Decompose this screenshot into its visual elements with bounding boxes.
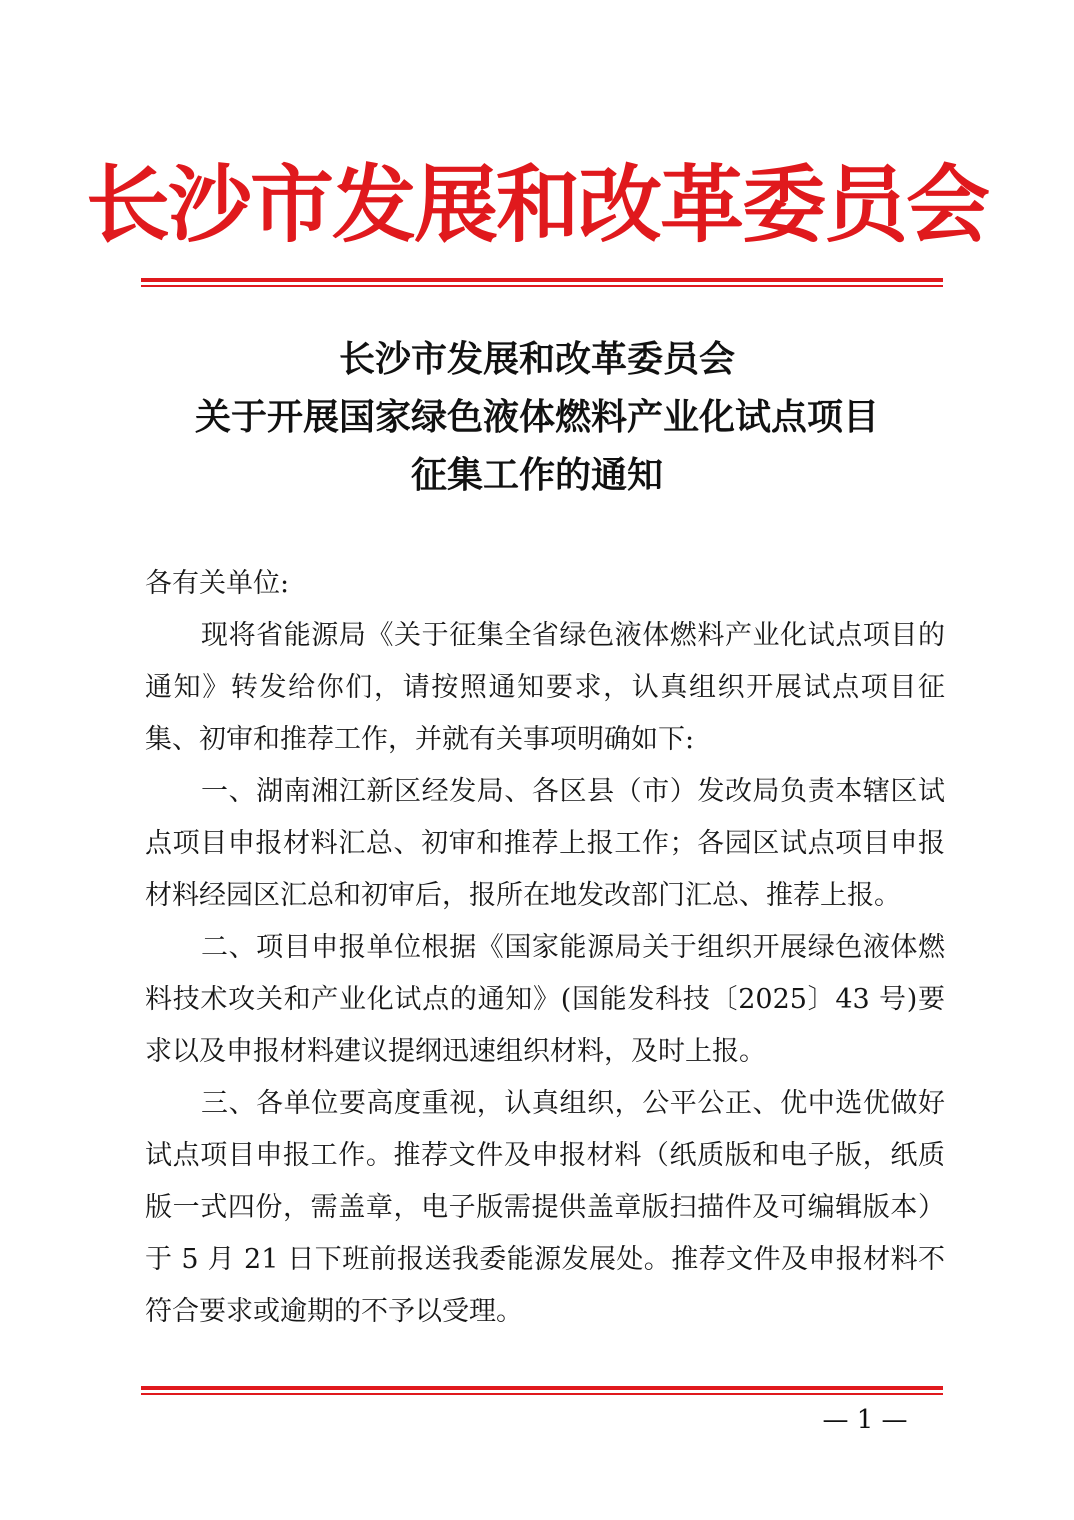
document-body — [145, 558, 945, 1338]
title-line-2: 关于开展国家绿色液体燃料产业化试点项目 — [194, 396, 879, 438]
title-line-3: 征集工作的通知 — [410, 454, 663, 496]
masthead-title: 长沙市发展和改革委员会 — [85, 155, 988, 254]
item-2-paragraph: 二、项目申报单位根据《国家能源局关于组织开展绿色液体燃料技术攻关和产业化试点的通知》(国能发科技〔2025〕43 号)要求以及申报材料建议提纲迅速组织材料，及时上报。 — [145, 932, 945, 1067]
intro-paragraph: 现将省能源局《关于征集全省绿色液体燃料产业化试点项目的通知》转发给你们，请按照通知要求，认真组织开展试点项目征集、初审和推荐工作，并就有关事项明确如下: — [145, 620, 945, 755]
header-divider — [141, 278, 943, 287]
footer-divider — [141, 1386, 943, 1395]
page-number: — 1 — — [822, 1405, 908, 1435]
document-title — [120, 330, 954, 504]
salutation: 各有关单位: — [145, 568, 290, 599]
item-3-paragraph: 三、各单位要高度重视，认真组织，公平公正、优中选优做好试点项目申报工作。推荐文件及申报材料（纸质版和电子版，纸质版一式四份，需盖章，电子版需提供盖章版扫描件及可编辑版本）于 5 月 21 日下班前报送我委能源发展处。推荐文件及申报材料不符合要求或逾期的不予以受理。 — [145, 1088, 945, 1327]
item-1-paragraph: 一、湖南湘江新区经发局、各区县（市）发改局负责本辖区试点项目申报材料汇总、初审和推荐上报工作；各园区试点项目申报材料经园区汇总和初审后，报所在地发改部门汇总、推荐上报。 — [145, 776, 945, 911]
title-line-1: 长沙市发展和改革委员会 — [338, 338, 735, 380]
